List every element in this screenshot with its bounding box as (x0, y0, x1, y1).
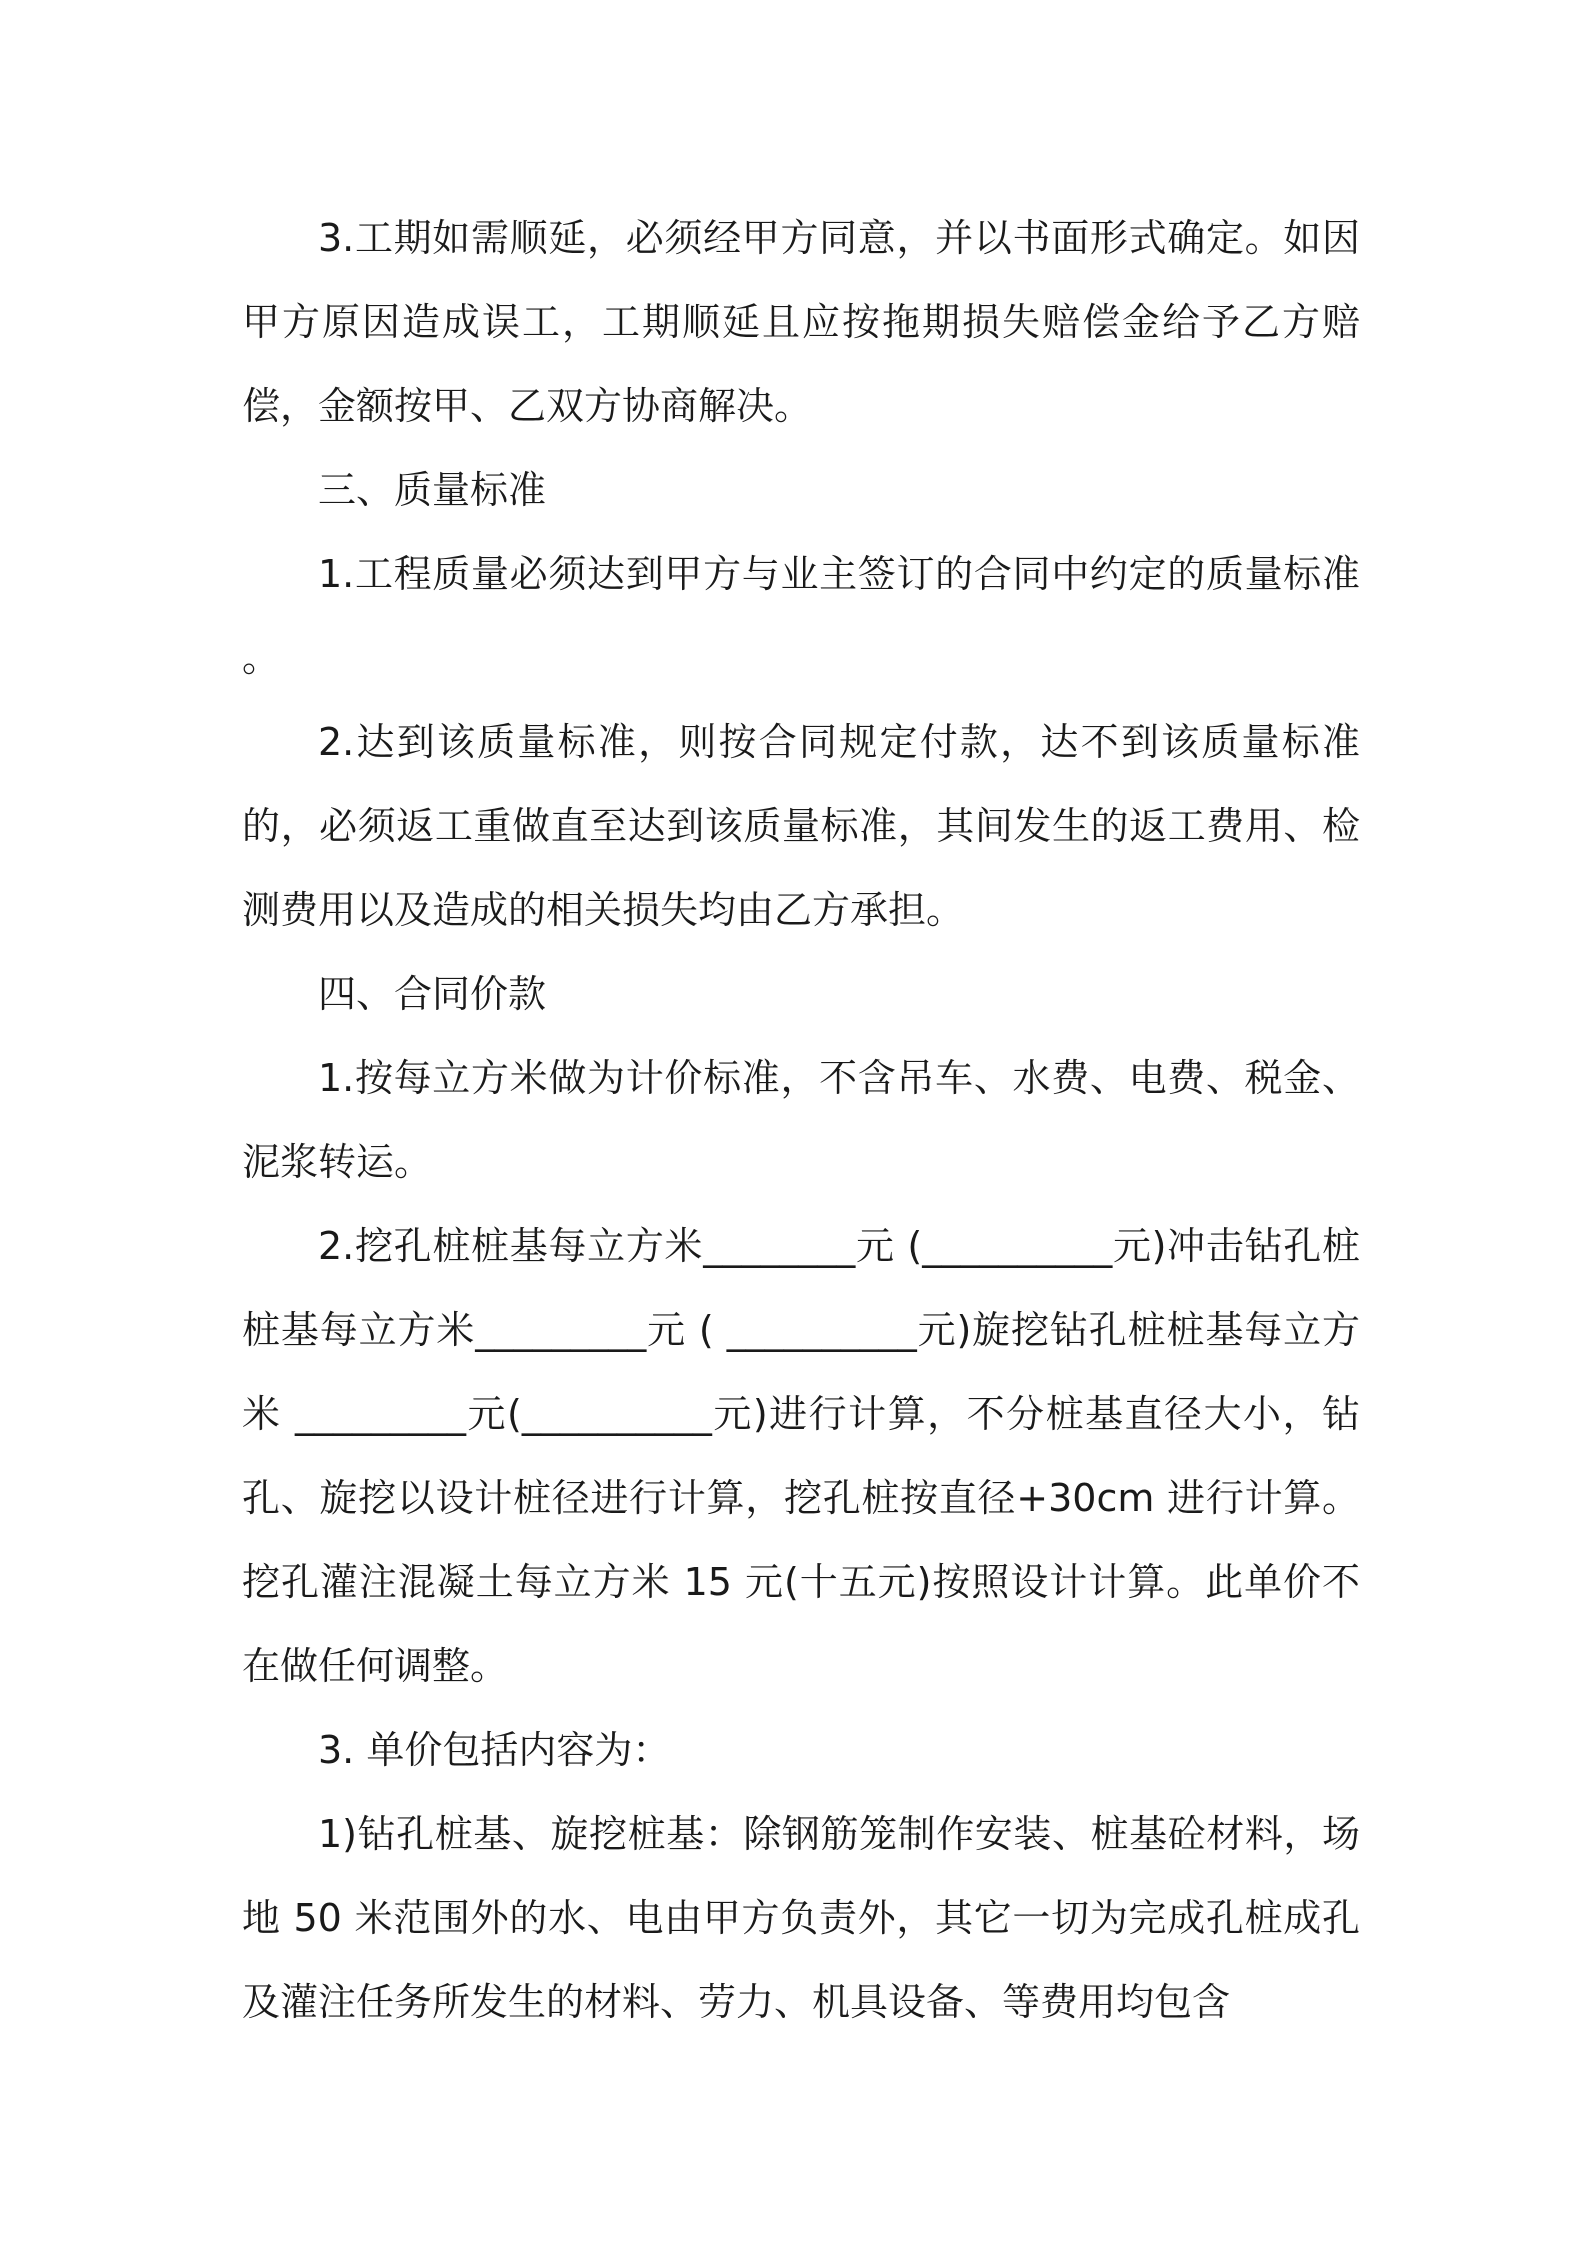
paragraph-quality-payment: 2.达到该质量标准，则按合同规定付款，达不到该质量标准的，必须返工重做直至达到该质量标准，其间发生的返工费用、检测费用以及造成的相关损失均由乙方承担。 (242, 720, 1360, 932)
paragraph-schedule-extension: 3.工期如需顺延，必须经甲方同意，并以书面形式确定。如因甲方原因造成误工，工期顺延且应按拖期损失赔偿金给予乙方赔偿，金额按甲、乙双方协商解决。 (242, 216, 1360, 428)
paragraph-pricing-basis: 1.按每立方米做为计价标准，不含吊车、水费、电费、税金、泥浆转运。 (242, 1056, 1360, 1184)
section-heading-contract-price: 四、合同价款 (318, 972, 547, 1016)
paragraph-unit-price-scope-heading: 3. 单价包括内容为： (318, 1728, 671, 1772)
paragraph-unit-prices: 2.挖孔桩桩基每立方米________元 (__________元)冲击钻孔桩桩基每立方米_________元 ( __________元)旋挖钻孔桩桩基每立方米 _________元(__________元)进行计算，不分桩基直径大小，钻孔、旋挖以设计桩径进行计算，挖孔桩按直径+30cm 进行计算。挖孔灌注混凝土每立方米 15 元(十五元)按照设计计算。此单价不在做任何调整。 (242, 1224, 1360, 1688)
paragraph-unit-price-scope-item-1: 1)钻孔桩基、旋挖桩基：除钢筋笼制作安装、桩基砼材料，场地 50 米范围外的水、电由甲方负责外，其它一切为完成孔桩成孔及灌注任务所发生的材料、劳力、机具设备、等费用均包含 (242, 1812, 1360, 2024)
section-heading-quality-standard: 三、质量标准 (318, 468, 547, 512)
paragraph-quality-requirement: 1.工程质量必须达到甲方与业主签订的合同中约定的质量标准 。 (242, 552, 1373, 680)
document-body (242, 196, 1373, 2044)
